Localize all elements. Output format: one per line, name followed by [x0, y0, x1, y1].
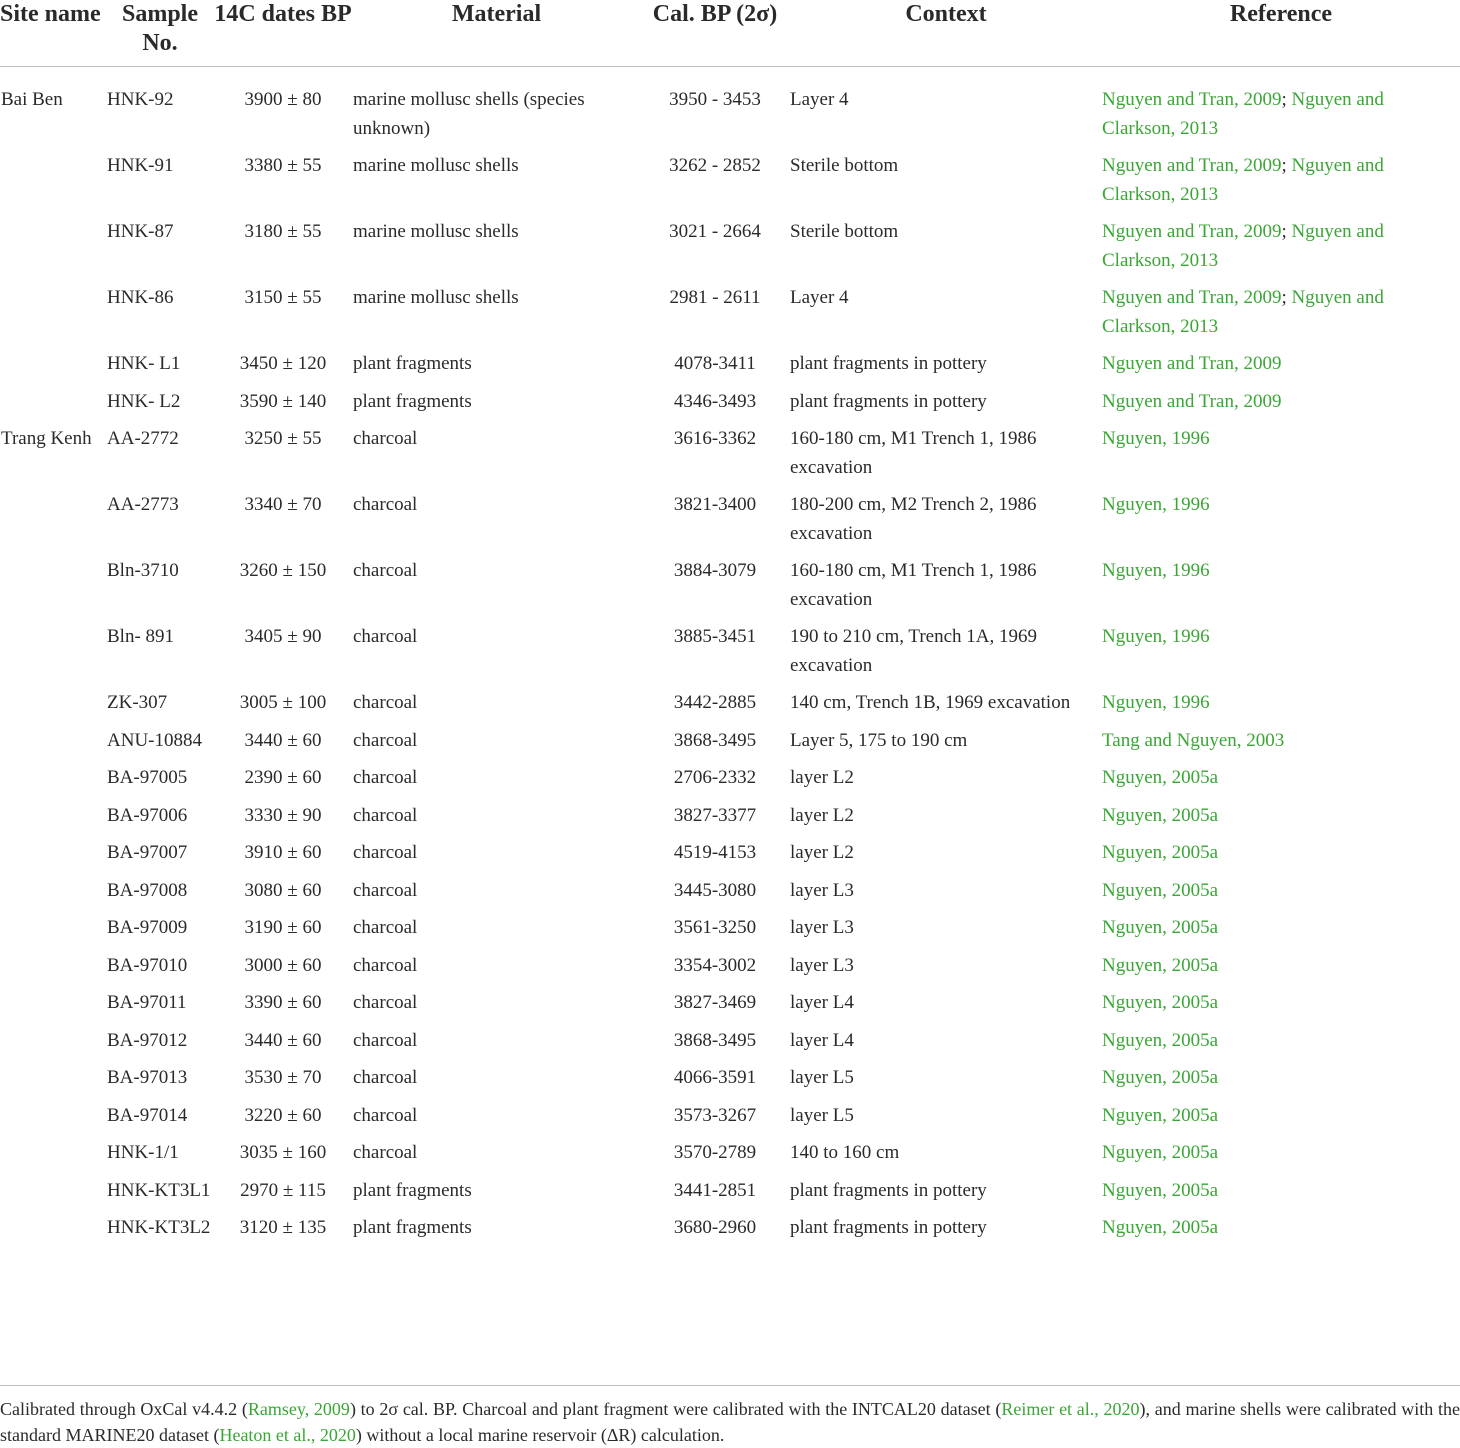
cell-site-name — [0, 152, 103, 218]
reference-link[interactable]: Nguyen and Tran, 2009 — [1102, 390, 1282, 412]
table-row — [0, 557, 1460, 623]
reference-link[interactable]: Nguyen and Clarkson, 2013 — [1102, 89, 1384, 139]
cell-material: charcoal — [353, 729, 418, 751]
table-body — [0, 67, 1460, 1252]
cell-material: charcoal — [353, 917, 418, 938]
cell-cal-bp: 2706-2332 — [673, 767, 757, 788]
table-row — [0, 284, 1460, 350]
header-material: Material — [353, 0, 640, 67]
cell-cal-bp: 3561-3250 — [673, 917, 757, 938]
cell-14c-date: 3340 ± 70 — [244, 494, 322, 515]
cell-context: 140 to 160 cm — [790, 1142, 900, 1163]
cell-14c-date: 3390 ± 60 — [244, 992, 322, 1013]
cell-reference — [1102, 764, 1460, 802]
cell-14c-date: 3260 ± 150 — [239, 560, 327, 581]
reference-link[interactable]: Nguyen and Tran, 2009 — [1102, 221, 1282, 242]
table-row — [0, 1214, 1460, 1252]
cell-sample-no: ANU-10884 — [107, 729, 202, 751]
cell-cal-bp: 3570-2789 — [673, 1142, 757, 1163]
table-row — [0, 689, 1460, 727]
cell-cal-bp: 3868-3495 — [673, 729, 757, 751]
cell-14c-date: 3440 ± 60 — [244, 1029, 322, 1051]
cell-context: 160-180 cm, M1 Trench 1, 1986 excavation — [790, 428, 1037, 478]
cell-context: Layer 4 — [790, 89, 849, 110]
cell-reference — [1102, 350, 1460, 388]
cell-context: plant fragments in pottery — [790, 1179, 987, 1201]
cell-material: charcoal — [353, 954, 418, 976]
cell-reference — [1102, 1177, 1460, 1215]
header-14c-dates: 14C dates BP — [213, 0, 353, 67]
cell-cal-bp: 3868-3495 — [673, 1029, 757, 1051]
cell-context: plant fragments in pottery — [790, 1217, 987, 1238]
cell-material: plant fragments — [353, 353, 472, 374]
cell-sample-no: BA-97008 — [107, 879, 188, 901]
cell-sample-no: BA-97006 — [107, 804, 188, 826]
cell-cal-bp: 3884-3079 — [673, 560, 757, 581]
header-cal-bp: Cal. BP (2σ) — [640, 0, 790, 67]
cell-cal-bp: 3821-3400 — [673, 494, 757, 515]
cell-material: charcoal — [353, 1142, 418, 1163]
cell-site-name — [0, 1139, 103, 1177]
cell-14c-date: 3380 ± 55 — [244, 155, 322, 176]
cell-material: charcoal — [353, 428, 418, 449]
reference-link[interactable]: Nguyen, 2005a — [1102, 804, 1219, 826]
cell-material: charcoal — [353, 879, 418, 901]
cell-context: layer L3 — [790, 879, 854, 901]
reference-link[interactable]: Tang and Nguyen, 2003 — [1102, 729, 1285, 751]
reference-separator: ; — [1281, 287, 1292, 308]
cell-reference — [1102, 388, 1460, 426]
cell-site-name: Bai Ben — [1, 89, 63, 110]
cell-14c-date: 3150 ± 55 — [244, 287, 322, 308]
cell-site-name — [0, 877, 103, 915]
cell-14c-date: 3250 ± 55 — [244, 428, 322, 449]
table-row — [0, 877, 1460, 915]
cell-context: layer L4 — [790, 992, 854, 1013]
cell-14c-date: 3440 ± 60 — [244, 729, 322, 751]
cell-reference — [1102, 1027, 1460, 1065]
cell-reference — [1102, 491, 1460, 557]
cell-14c-date: 3330 ± 90 — [244, 804, 322, 826]
reference-link[interactable]: Nguyen, 2005a — [1102, 1029, 1219, 1051]
cell-sample-no: HNK-1/1 — [107, 1142, 179, 1163]
footnote-reference-link[interactable]: Reimer et al., 2020 — [1001, 1399, 1140, 1419]
reference-link[interactable]: Nguyen, 2005a — [1102, 879, 1219, 901]
cell-site-name — [0, 802, 103, 840]
cell-site-name — [0, 689, 103, 727]
cell-context: layer L2 — [790, 842, 854, 863]
reference-link[interactable]: Nguyen and Clarkson, 2013 — [1102, 221, 1384, 271]
cell-reference — [1102, 989, 1460, 1027]
cell-sample-no: BA-97011 — [107, 992, 187, 1013]
cell-material: charcoal — [353, 494, 418, 515]
cell-reference — [1102, 1214, 1460, 1252]
cell-site-name — [0, 388, 103, 426]
header-sample-no: Sample No. — [103, 0, 213, 67]
footnote-text: Calibrated through OxCal v4.4.2 ( — [0, 1399, 248, 1419]
reference-link[interactable]: Nguyen and Tran, 2009 — [1102, 353, 1282, 374]
cell-context: layer L3 — [790, 954, 854, 976]
cell-cal-bp: 4066-3591 — [673, 1067, 757, 1088]
reference-link[interactable]: Nguyen and Tran, 2009 — [1102, 155, 1282, 176]
cell-cal-bp: 3616-3362 — [673, 428, 757, 449]
reference-link[interactable]: Nguyen, 2005a — [1102, 1104, 1219, 1126]
table-row — [0, 764, 1460, 802]
cell-reference — [1102, 623, 1460, 689]
cell-cal-bp: 3021 - 2664 — [669, 221, 761, 242]
cell-context: 190 to 210 cm, Trench 1A, 1969 excavation — [790, 626, 1037, 676]
cell-14c-date: 3000 ± 60 — [244, 954, 322, 976]
cell-site-name — [0, 952, 103, 990]
cell-context: plant fragments in pottery — [790, 390, 987, 412]
cell-site-name — [0, 989, 103, 1027]
cell-context: layer L5 — [790, 1104, 854, 1126]
reference-link[interactable]: Nguyen, 1996 — [1102, 692, 1210, 713]
table-row — [0, 914, 1460, 952]
table-row — [0, 218, 1460, 284]
table-row — [0, 1064, 1460, 1102]
cell-sample-no: AA-2773 — [107, 494, 179, 515]
table-row — [0, 388, 1460, 426]
cell-cal-bp: 2981 - 2611 — [669, 287, 761, 308]
cell-reference — [1102, 425, 1460, 491]
cell-context: Sterile bottom — [790, 155, 899, 176]
table-row — [0, 839, 1460, 877]
cell-site-name — [0, 218, 103, 284]
cell-material: charcoal — [353, 992, 418, 1013]
cell-reference — [1102, 689, 1460, 727]
cell-14c-date: 3220 ± 60 — [244, 1104, 322, 1126]
cell-cal-bp: 3950 - 3453 — [669, 89, 761, 110]
reference-link[interactable]: Nguyen, 2005a — [1102, 992, 1219, 1013]
cell-sample-no: BA-97012 — [107, 1029, 188, 1051]
cell-context: Layer 4 — [790, 287, 849, 308]
header-context: Context — [790, 0, 1102, 67]
cell-sample-no: BA-97014 — [107, 1104, 188, 1126]
reference-link[interactable]: Nguyen, 2005a — [1102, 1067, 1219, 1088]
reference-link[interactable]: Nguyen, 2005a — [1102, 954, 1219, 976]
table-row — [0, 350, 1460, 388]
reference-link[interactable]: Nguyen, 1996 — [1102, 428, 1210, 449]
cell-cal-bp: 4078-3411 — [674, 353, 756, 374]
cell-sample-no: HNK-91 — [107, 155, 174, 176]
cell-sample-no: HNK- L1 — [107, 353, 181, 374]
footnote-text: ), and marine shells were calibrated with the standard MARINE20 dataset ( — [0, 1399, 1460, 1445]
cell-sample-no: BA-97009 — [107, 917, 188, 938]
cell-context: layer L5 — [790, 1067, 854, 1088]
cell-material: marine mollusc shells (species unknown) — [353, 89, 585, 139]
reference-separator: ; — [1281, 89, 1292, 110]
cell-14c-date: 3120 ± 135 — [239, 1217, 327, 1238]
cell-site-name — [0, 1027, 103, 1065]
cell-14c-date: 3035 ± 160 — [239, 1142, 327, 1163]
cell-site-name — [0, 764, 103, 802]
cell-context: layer L4 — [790, 1029, 854, 1051]
cell-cal-bp: 3680-2960 — [673, 1217, 757, 1238]
table-footnote — [0, 1385, 1460, 1448]
reference-link[interactable]: Nguyen, 2005a — [1102, 917, 1219, 938]
reference-link[interactable]: Nguyen and Clarkson, 2013 — [1102, 287, 1384, 337]
cell-context: 180-200 cm, M2 Trench 2, 1986 excavation — [790, 494, 1037, 544]
header-site-name: Site name — [0, 0, 103, 67]
cell-14c-date: 3180 ± 55 — [244, 221, 322, 242]
cell-sample-no: BA-97007 — [107, 842, 188, 863]
reference-link[interactable]: Nguyen and Clarkson, 2013 — [1102, 155, 1384, 205]
cell-reference — [1102, 67, 1460, 153]
cell-site-name — [0, 914, 103, 952]
cell-context: layer L2 — [790, 804, 854, 826]
table-row — [0, 425, 1460, 491]
cell-material: charcoal — [353, 767, 418, 788]
cell-material: plant fragments — [353, 390, 472, 412]
cell-reference — [1102, 1139, 1460, 1177]
table-row — [0, 802, 1460, 840]
cell-sample-no: HNK-KT3L1 — [107, 1179, 211, 1201]
cell-site-name — [0, 1214, 103, 1252]
cell-cal-bp: 3354-3002 — [673, 954, 757, 976]
cell-material: marine mollusc shells — [353, 221, 519, 242]
cell-reference — [1102, 952, 1460, 990]
cell-sample-no: HNK-86 — [107, 287, 174, 308]
cell-material: plant fragments — [353, 1217, 472, 1238]
cell-context: Sterile bottom — [790, 221, 899, 242]
reference-link[interactable]: Nguyen and Tran, 2009 — [1102, 89, 1282, 110]
cell-14c-date: 3590 ± 140 — [239, 390, 327, 412]
reference-link[interactable]: Nguyen, 2005a — [1102, 842, 1219, 863]
cell-14c-date: 3450 ± 120 — [239, 353, 327, 374]
cell-reference — [1102, 1064, 1460, 1102]
cell-14c-date: 3900 ± 80 — [244, 89, 322, 110]
cell-site-name — [0, 839, 103, 877]
cell-cal-bp: 3573-3267 — [673, 1104, 757, 1126]
table-row — [0, 623, 1460, 689]
table-header-row — [0, 0, 1460, 67]
cell-cal-bp: 3827-3469 — [673, 992, 757, 1013]
cell-material: charcoal — [353, 804, 418, 826]
cell-sample-no: AA-2772 — [107, 428, 179, 449]
cell-site-name — [0, 350, 103, 388]
cell-cal-bp: 3441-2851 — [673, 1179, 757, 1201]
table-row — [0, 1027, 1460, 1065]
reference-link[interactable]: Nguyen, 1996 — [1102, 494, 1210, 515]
footnote-reference-link[interactable]: Heaton et al., 2020 — [219, 1425, 356, 1445]
cell-14c-date: 3005 ± 100 — [239, 692, 327, 713]
footnote-reference-link[interactable]: Ramsey, 2009 — [247, 1399, 350, 1419]
reference-link[interactable]: Nguyen, 2005a — [1102, 1179, 1219, 1201]
footnote-text: ) without a local marine reservoir (ΔR) calculation. — [355, 1425, 725, 1445]
cell-14c-date: 3190 ± 60 — [244, 917, 322, 938]
cell-material: charcoal — [353, 626, 418, 647]
table-row — [0, 952, 1460, 990]
cell-material: marine mollusc shells — [353, 155, 519, 176]
table-row — [0, 152, 1460, 218]
cell-reference — [1102, 877, 1460, 915]
cell-material: charcoal — [353, 1104, 418, 1126]
table-row — [0, 1102, 1460, 1140]
cell-site-name — [0, 557, 103, 623]
cell-context: plant fragments in pottery — [790, 353, 987, 374]
cell-cal-bp: 3445-3080 — [673, 879, 757, 901]
cell-reference — [1102, 218, 1460, 284]
cell-sample-no: HNK-92 — [107, 89, 174, 110]
reference-separator: ; — [1281, 221, 1292, 242]
cell-material: charcoal — [353, 560, 418, 581]
reference-link[interactable]: Nguyen, 2005a — [1102, 767, 1219, 788]
table-row — [0, 491, 1460, 557]
reference-link[interactable]: Nguyen, 2005a — [1102, 1142, 1219, 1163]
cell-reference — [1102, 839, 1460, 877]
table-row — [0, 1139, 1460, 1177]
cell-material: charcoal — [353, 1067, 418, 1088]
cell-context: Layer 5, 175 to 190 cm — [790, 729, 968, 751]
cell-reference — [1102, 557, 1460, 623]
cell-context: 140 cm, Trench 1B, 1969 excavation — [790, 692, 1071, 713]
cell-sample-no: Bln- 891 — [107, 626, 175, 647]
cell-reference — [1102, 1102, 1460, 1140]
cell-sample-no: HNK-87 — [107, 221, 174, 242]
cell-cal-bp: 3262 - 2852 — [669, 155, 761, 176]
cell-reference — [1102, 914, 1460, 952]
reference-link[interactable]: Nguyen, 1996 — [1102, 560, 1210, 581]
cell-material: charcoal — [353, 692, 418, 713]
cell-site-name — [0, 491, 103, 557]
footnote-text: ) to 2σ cal. BP. Charcoal and plant fragment were calibrated with the INTCAL20 dataset ( — [349, 1399, 1002, 1419]
cell-sample-no: BA-97010 — [107, 954, 188, 976]
cell-cal-bp: 3442-2885 — [673, 692, 757, 713]
cell-cal-bp: 4346-3493 — [673, 390, 757, 412]
cell-material: marine mollusc shells — [353, 287, 519, 308]
table-row — [0, 727, 1460, 765]
reference-link[interactable]: Nguyen, 1996 — [1102, 626, 1210, 647]
cell-sample-no: Bln-3710 — [107, 560, 179, 581]
cell-reference — [1102, 727, 1460, 765]
cell-site-name — [0, 727, 103, 765]
cell-site-name — [0, 284, 103, 350]
cell-material: plant fragments — [353, 1179, 472, 1201]
cell-14c-date: 2390 ± 60 — [244, 767, 322, 788]
cell-sample-no: BA-97013 — [107, 1067, 188, 1088]
cell-sample-no: HNK- L2 — [107, 390, 181, 412]
cell-site-name — [0, 1102, 103, 1140]
cell-reference — [1102, 152, 1460, 218]
cell-material: charcoal — [353, 842, 418, 863]
reference-separator: ; — [1281, 155, 1292, 176]
cell-site-name — [0, 623, 103, 689]
cell-14c-date: 3530 ± 70 — [244, 1067, 322, 1088]
reference-link[interactable]: Nguyen and Tran, 2009 — [1102, 287, 1282, 308]
table-row — [0, 989, 1460, 1027]
reference-link[interactable]: Nguyen, 2005a — [1102, 1217, 1219, 1238]
header-reference: Reference — [1102, 0, 1460, 67]
cell-context: layer L2 — [790, 767, 854, 788]
cell-sample-no: ZK-307 — [107, 692, 168, 713]
table-row — [0, 1177, 1460, 1215]
cell-context: layer L3 — [790, 917, 854, 938]
cell-cal-bp: 3827-3377 — [673, 804, 757, 826]
cell-context: 160-180 cm, M1 Trench 1, 1986 excavation — [790, 560, 1037, 610]
cell-cal-bp: 4519-4153 — [673, 842, 757, 863]
cell-sample-no: HNK-KT3L2 — [107, 1217, 211, 1238]
cell-site-name — [0, 1177, 103, 1215]
cell-14c-date: 2970 ± 115 — [240, 1179, 326, 1201]
cell-site-name: Trang Kenh — [1, 428, 92, 449]
cell-reference — [1102, 284, 1460, 350]
cell-material: charcoal — [353, 1029, 418, 1051]
cell-14c-date: 3910 ± 60 — [244, 842, 322, 863]
cell-14c-date: 3080 ± 60 — [244, 879, 322, 901]
cell-cal-bp: 3885-3451 — [673, 626, 757, 647]
cell-site-name — [0, 1064, 103, 1102]
table-row — [0, 67, 1460, 153]
cell-reference — [1102, 802, 1460, 840]
cell-14c-date: 3405 ± 90 — [244, 626, 322, 647]
cell-sample-no: BA-97005 — [107, 767, 188, 788]
